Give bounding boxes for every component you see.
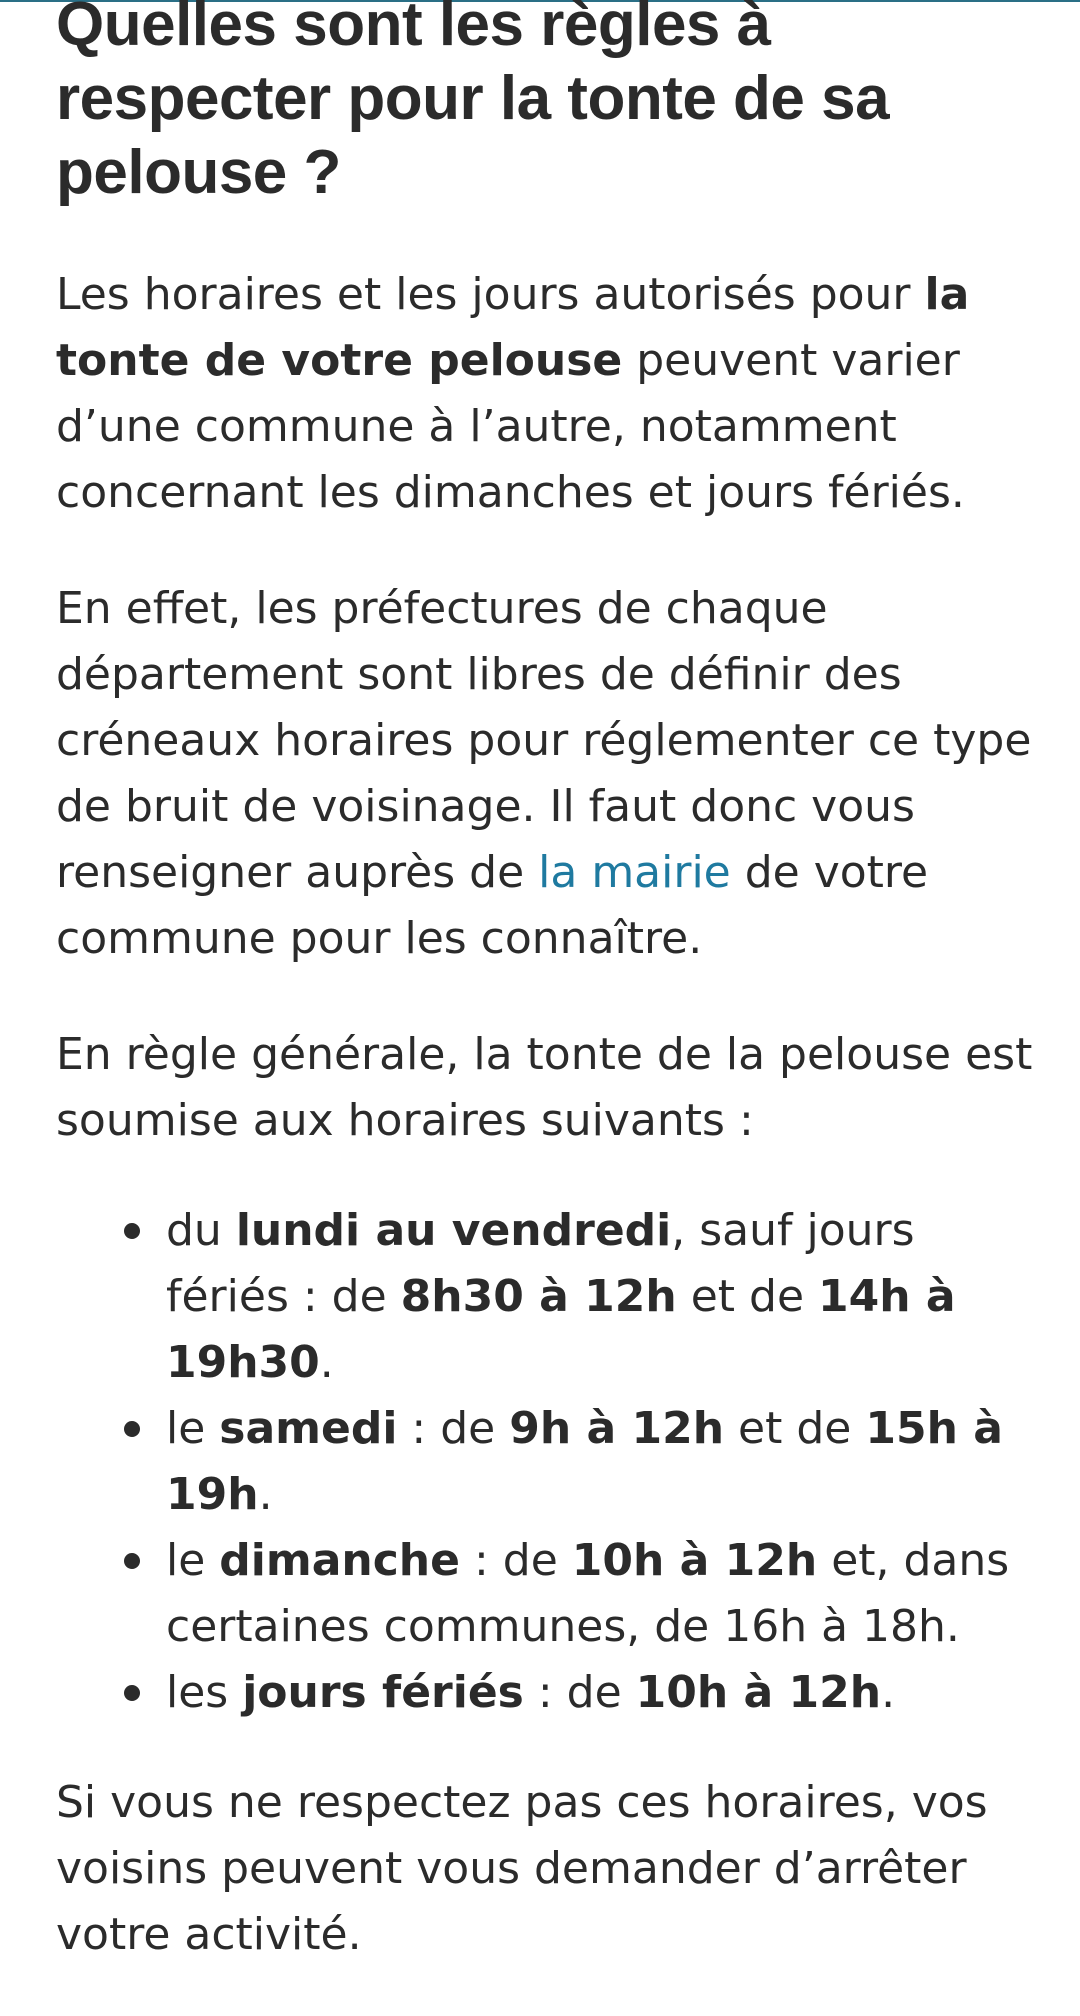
bullet-icon (124, 1553, 140, 1569)
list-item-sunday (166, 1528, 1036, 1660)
conclusion-paragraph: Si vous ne respectez pas ces horaires, vos voisins peuvent vous demander d’arrêter votre activité. (56, 1777, 988, 1960)
list-bold: lundi au vendredi (235, 1205, 672, 1256)
list-bold: 8h30 à 12h (400, 1271, 677, 1322)
list-item-weekdays (166, 1198, 1036, 1396)
prefecture-paragraph (56, 576, 1036, 972)
list-text: le (166, 1403, 220, 1454)
list-bold: 9h à 12h (509, 1403, 725, 1454)
list-bold: jours fériés (242, 1667, 524, 1718)
list-text: et de (724, 1403, 866, 1454)
list-bold: samedi (219, 1403, 398, 1454)
list-text: et, dans certaines communes, de 16h à 18h. (166, 1535, 1010, 1652)
prefecture-text-1: En effet, les préfectures de chaque département sont libres de définir des créneaux horaires pour réglementer ce type de bruit de voisinage. Il faut donc vous renseigner auprès de (56, 583, 1032, 898)
list-text: . (881, 1667, 896, 1718)
bullet-icon (124, 1223, 140, 1239)
list-text: : de (523, 1667, 636, 1718)
list-bold: 15h à 19h (166, 1403, 1003, 1520)
list-text: : de (397, 1403, 510, 1454)
list-bold: 14h à 19h30 (166, 1271, 956, 1388)
list-bold: dimanche (219, 1535, 460, 1586)
list-text: le (166, 1535, 220, 1586)
list-item-holidays (166, 1660, 1036, 1726)
mairie-link[interactable]: la mairie (538, 847, 731, 898)
general-rule-paragraph: En règle générale, la tonte de la pelouse est soumise aux horaires suivants : (56, 1029, 1033, 1146)
intro-paragraph (56, 262, 1036, 526)
list-item-saturday (166, 1396, 1036, 1528)
list-text: . (258, 1469, 273, 1520)
list-text: les (166, 1667, 243, 1718)
list-text: du (166, 1205, 236, 1256)
list-bold: 10h à 12h (635, 1667, 882, 1718)
list-bold: 10h à 12h (571, 1535, 818, 1586)
list-text: : de (459, 1535, 572, 1586)
prefecture-text-2: de votre commune pour les connaître. (56, 847, 929, 964)
list-text: . (319, 1337, 334, 1388)
bullet-icon (124, 1685, 140, 1701)
list-text: , sauf jours fériés : de (166, 1205, 915, 1322)
schedule-list (56, 1198, 1036, 1726)
page-title: Quelles sont les règles à respecter pour la tonte de sa pelouse ? (56, 0, 890, 207)
intro-text-1: Les horaires et les jours autorisés pour (56, 269, 925, 320)
list-text: et de (676, 1271, 818, 1322)
intro-bold-text: la tonte de votre pelouse (56, 269, 970, 386)
article-content (56, 0, 1036, 1968)
intro-text-2: peuvent varier d’une commune à l’autre, notamment concernant les dimanches et jours fériés. (56, 335, 965, 518)
bullet-icon (124, 1421, 140, 1437)
